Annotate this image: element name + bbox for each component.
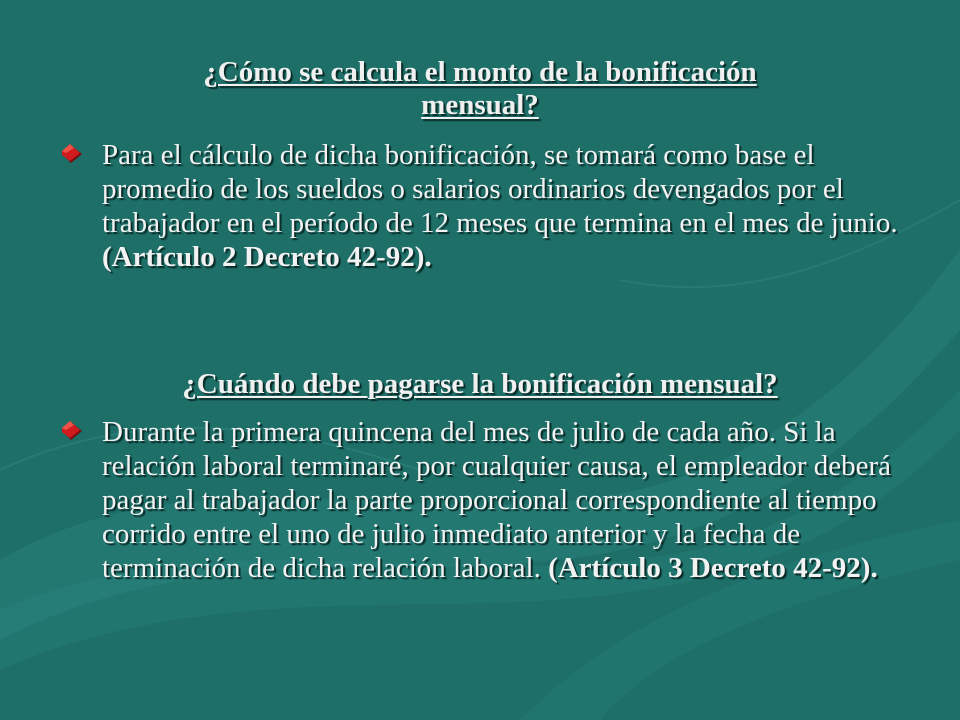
section-2-question-text: ¿Cuándo debe pagarse la bonificación mensual? bbox=[182, 368, 778, 400]
section-1-answer-text: Para el cálculo de dicha bonificación, se tomará como base el promedio de los sueldos o salarios ordinarios devengados por el trabajador en el período de 12 meses que termina en el mes de junio. bbox=[102, 139, 898, 239]
section-2-answer-text: Durante la primera quincena del mes de julio de cada año. Si la relación laboral terminaré, por cualquier causa, el empleador deberá pagar al trabajador la parte proporcional correspondiente al tiempo corrido entre el uno de julio inmediato anterior y la fecha de terminación de dicha relación laboral. bbox=[102, 416, 892, 584]
red-arrow-bullet-icon bbox=[60, 142, 84, 166]
section-1-question bbox=[60, 56, 900, 122]
section-1-reference: (Artículo 2 Decreto 42-92). bbox=[102, 241, 432, 273]
section-1-bullet bbox=[60, 138, 920, 274]
red-arrow-bullet-icon bbox=[60, 419, 84, 443]
section-1-question-line-1: ¿Cómo se calcula el monto de la bonificación bbox=[203, 56, 757, 88]
section-2-question bbox=[60, 368, 900, 401]
section-1-question-line-2: mensual? bbox=[421, 89, 539, 121]
section-2-answer bbox=[102, 415, 920, 585]
section-2-bullet bbox=[60, 415, 920, 585]
section-2-reference: (Artículo 3 Decreto 42-92). bbox=[548, 552, 878, 584]
section-1-answer bbox=[102, 138, 920, 274]
